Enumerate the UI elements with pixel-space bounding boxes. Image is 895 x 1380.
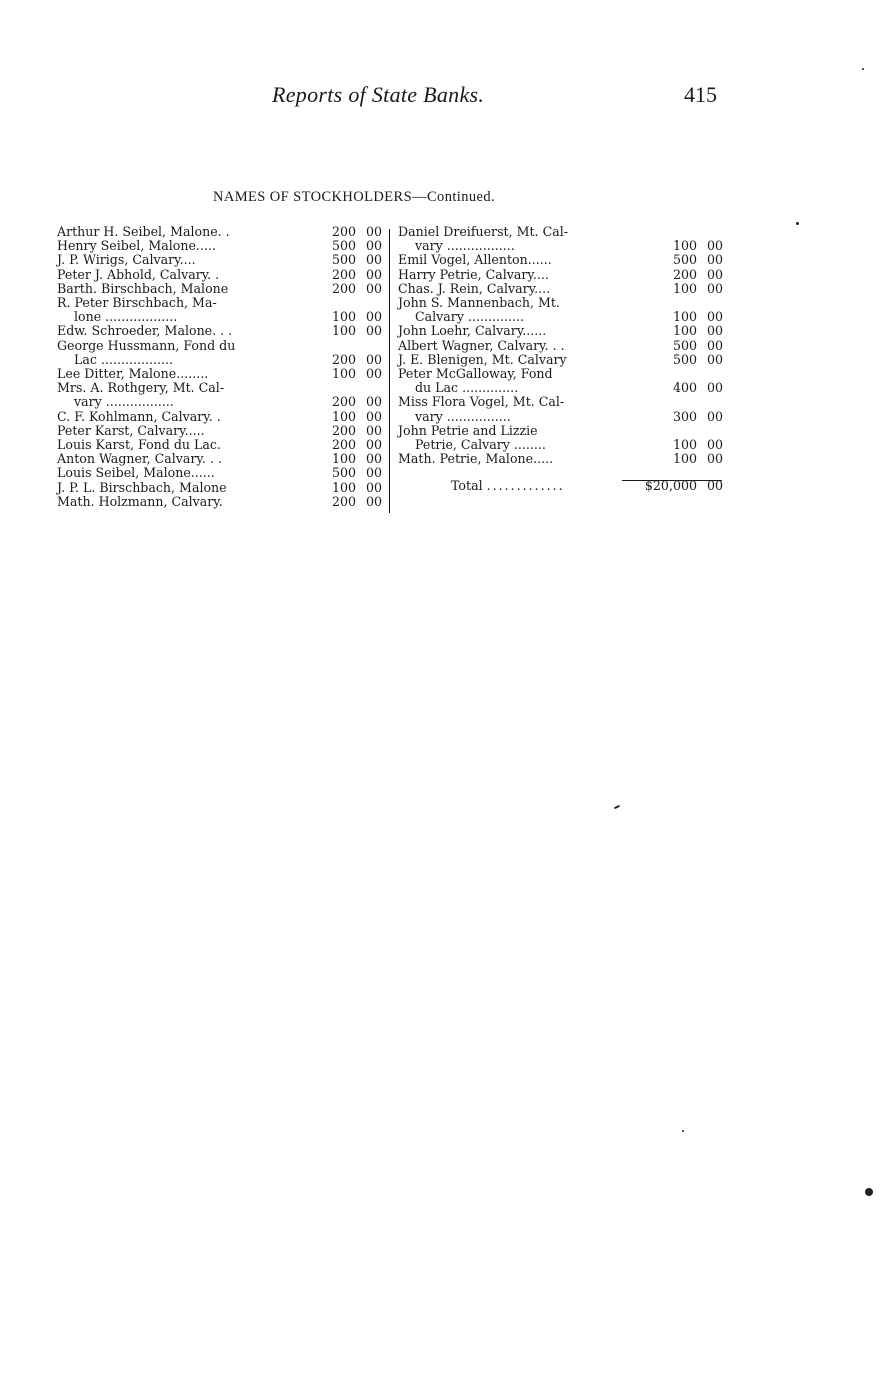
share-amount (317, 282, 382, 296)
share-amount (317, 239, 382, 253)
stockholder-entry (398, 296, 726, 324)
stockholder-name: John Petrie and Lizzie (398, 422, 538, 438)
page-number: 415 (684, 82, 717, 107)
stockholder-entry (398, 395, 726, 423)
amount-cents: 00 (365, 437, 382, 453)
amount-cents: 00 (365, 479, 382, 495)
amount-cents: 00 (365, 366, 382, 382)
amount-dollars: 500 (672, 351, 697, 367)
stockholder-entry (398, 324, 726, 338)
amount-dollars: 200 (331, 394, 356, 410)
section-title: NAMES OF STOCKHOLDERS—Continued. (213, 189, 496, 205)
amount-dollars: 200 (331, 422, 356, 438)
amount-dollars: 200 (672, 266, 697, 282)
running-head: Reports of State Banks. (272, 82, 485, 107)
share-amount (633, 253, 723, 267)
stockholder-name: R. Peter Birschbach, Ma- (57, 295, 217, 311)
stockholder-entry (398, 353, 726, 367)
stockholder-entry (57, 239, 387, 253)
amount-cents: 00 (365, 408, 382, 424)
stockholder-name: J. P. Wirigs, Calvary.... (57, 252, 196, 268)
amount-dollars: 100 (672, 451, 697, 467)
stockholder-name: Lee Ditter, Malone........ (57, 366, 209, 382)
stockholder-name: Emil Vogel, Allenton...... (398, 252, 552, 268)
share-amount (633, 452, 723, 466)
stockholder-name: Peter McGalloway, Fond (398, 366, 553, 382)
amount-cents: 00 (706, 451, 723, 467)
stockholder-name: C. F. Kohlmann, Calvary. . (57, 408, 221, 424)
amount-dollars: 100 (672, 309, 697, 325)
amount-cents: 00 (365, 323, 382, 339)
share-amount (317, 452, 382, 466)
share-amount (317, 253, 382, 267)
share-amount (317, 481, 382, 495)
amount-dollars: 100 (331, 408, 356, 424)
stockholder-name: Anton Wagner, Calvary. . . (57, 451, 222, 467)
total-leader-dots: ............. (486, 478, 565, 494)
stockholder-entry (57, 381, 387, 409)
amount-dollars: 100 (331, 451, 356, 467)
amount-dollars: 100 (672, 437, 697, 453)
stockholder-entry (57, 324, 387, 338)
stockholder-entry (57, 481, 387, 495)
stockholder-name-continued: Petrie, Calvary ........ (415, 437, 546, 453)
share-amount (633, 310, 723, 324)
stockholder-entry (57, 268, 387, 282)
share-amount (633, 339, 723, 353)
stockholder-entry (398, 225, 726, 253)
amount-cents: 00 (365, 422, 382, 438)
stockholder-entry (398, 339, 726, 353)
stockholder-name-continued: Lac .................. (74, 351, 173, 367)
stockholder-name: Miss Flora Vogel, Mt. Cal- (398, 394, 565, 410)
share-amount (317, 324, 382, 338)
stockholder-name: Mrs. A. Rothgery, Mt. Cal- (57, 380, 225, 396)
scan-speck (682, 1130, 684, 1132)
amount-cents: 00 (365, 493, 382, 509)
amount-dollars: 200 (331, 280, 356, 296)
stockholder-name: Louis Karst, Fond du Lac. (57, 437, 221, 453)
amount-cents: 00 (706, 408, 723, 424)
amount-cents: 00 (706, 437, 723, 453)
amount-dollars: 100 (331, 366, 356, 382)
amount-dollars: 500 (331, 465, 356, 481)
share-amount (633, 353, 723, 367)
stockholder-name: John Loehr, Calvary...... (398, 323, 547, 339)
amount-cents: 00 (365, 280, 382, 296)
share-amount (633, 239, 723, 253)
stockholder-entry (57, 495, 387, 509)
stockholder-entry (398, 268, 726, 282)
amount-dollars: 200 (331, 351, 356, 367)
stockholder-name: Arthur H. Seibel, Malone. . (57, 224, 230, 239)
amount-cents: 00 (365, 224, 382, 239)
share-amount (633, 282, 723, 296)
stockholder-entry (57, 253, 387, 267)
amount-dollars: 500 (331, 252, 356, 268)
share-amount (317, 410, 382, 424)
scan-speck (862, 68, 864, 70)
stockholder-name: Barth. Birschbach, Malone (57, 280, 229, 296)
stockholder-entry (398, 452, 726, 466)
share-amount (317, 495, 382, 509)
amount-cents: 00 (365, 351, 382, 367)
share-amount (633, 268, 723, 282)
stockholder-name-continued: du Lac .............. (415, 380, 519, 396)
stockholder-name: Peter Karst, Calvary..... (57, 422, 205, 438)
total-rule (622, 480, 722, 481)
amount-cents: 00 (706, 252, 723, 268)
stockholder-entry (57, 452, 387, 466)
stockholder-name: John S. Mannenbach, Mt. (398, 295, 560, 311)
amount-cents: 00 (706, 280, 723, 296)
stockholder-name-continued: vary ................. (74, 394, 174, 410)
stockholder-name-continued: vary ................ (415, 408, 511, 424)
stockholder-name: Peter J. Abhold, Calvary. . (57, 266, 220, 282)
amount-cents: 00 (706, 337, 723, 353)
stockholder-name: Louis Seibel, Malone...... (57, 465, 215, 481)
stockholder-entry (57, 367, 387, 381)
total-label-text: Total (451, 478, 483, 494)
amount-dollars: 200 (331, 493, 356, 509)
stockholder-entry (398, 253, 726, 267)
amount-cents: 00 (706, 238, 723, 254)
stockholders-right-column (398, 225, 726, 494)
stockholder-name: Harry Petrie, Calvary.... (398, 266, 549, 282)
stockholder-entry (57, 296, 387, 324)
share-amount (317, 310, 382, 324)
total-label (398, 479, 669, 493)
stockholder-entry (57, 424, 387, 438)
amount-cents: 00 (365, 266, 382, 282)
scan-speck (614, 805, 620, 809)
amount-cents: 00 (706, 380, 723, 396)
share-amount (317, 466, 382, 480)
stockholder-name: Edw. Schroeder, Malone. . . (57, 323, 233, 339)
stockholder-name-continued: vary ................. (415, 238, 515, 254)
amount-dollars: 500 (672, 252, 697, 268)
stockholder-entry (57, 410, 387, 424)
share-amount (317, 424, 382, 438)
stockholder-name: J. P. L. Birschbach, Malone (57, 479, 227, 495)
share-amount (317, 438, 382, 452)
stockholder-name: Chas. J. Rein, Calvary.... (398, 280, 551, 296)
share-amount (633, 438, 723, 452)
amount-cents: 00 (706, 351, 723, 367)
amount-dollars: 100 (672, 280, 697, 296)
stockholder-name: Math. Petrie, Malone..... (398, 451, 554, 467)
column-divider (389, 229, 390, 513)
amount-dollars: 100 (672, 323, 697, 339)
scan-speck (796, 222, 799, 225)
stockholder-entry (57, 466, 387, 480)
stockholder-name-continued: Calvary .............. (415, 309, 524, 325)
stockholder-name: Math. Holzmann, Calvary. (57, 493, 223, 509)
amount-cents: 00 (365, 252, 382, 268)
stockholder-entry (57, 225, 387, 239)
amount-dollars: 100 (331, 479, 356, 495)
amount-cents: 00 (365, 309, 382, 325)
stockholder-entry (398, 282, 726, 296)
stockholder-entry (57, 339, 387, 367)
stockholder-entry (398, 367, 726, 395)
amount-dollars: 100 (331, 309, 356, 325)
amount-cents: 00 (365, 238, 382, 254)
amount-cents: 00 (365, 451, 382, 467)
share-amount (317, 353, 382, 367)
stockholders-left-column (57, 225, 387, 509)
amount-cents: 00 (706, 309, 723, 325)
amount-dollars: 100 (331, 323, 356, 339)
total-cents: 00 (706, 478, 723, 494)
amount-dollars: 100 (672, 238, 697, 254)
amount-dollars: 200 (331, 224, 356, 239)
stockholder-name: J. E. Blenigen, Mt. Calvary (398, 351, 567, 367)
total-row (398, 479, 726, 493)
stockholder-name: Henry Seibel, Malone..... (57, 238, 216, 254)
share-amount (633, 410, 723, 424)
share-amount (633, 324, 723, 338)
amount-dollars: 200 (331, 437, 356, 453)
share-amount (317, 395, 382, 409)
amount-dollars: 200 (331, 266, 356, 282)
share-amount (317, 268, 382, 282)
amount-dollars: 300 (672, 408, 697, 424)
stockholder-entry (398, 424, 726, 452)
amount-cents: 00 (365, 394, 382, 410)
scan-speck (865, 1188, 873, 1196)
stockholder-entry (57, 282, 387, 296)
amount-cents: 00 (365, 465, 382, 481)
amount-cents: 00 (706, 266, 723, 282)
share-amount (317, 367, 382, 381)
total-dollars: $20,000 (644, 478, 697, 494)
stockholder-name: George Hussmann, Fond du (57, 337, 236, 353)
stockholder-entry (57, 438, 387, 452)
stockholder-name: Daniel Dreifuerst, Mt. Cal- (398, 224, 568, 239)
total-amount (633, 479, 723, 493)
amount-dollars: 500 (672, 337, 697, 353)
stockholder-name-continued: lone .................. (74, 309, 178, 325)
amount-cents: 00 (706, 323, 723, 339)
share-amount (317, 225, 382, 239)
share-amount (633, 381, 723, 395)
amount-dollars: 400 (672, 380, 697, 396)
amount-dollars: 500 (331, 238, 356, 254)
stockholder-name: Albert Wagner, Calvary. . . (398, 337, 565, 353)
